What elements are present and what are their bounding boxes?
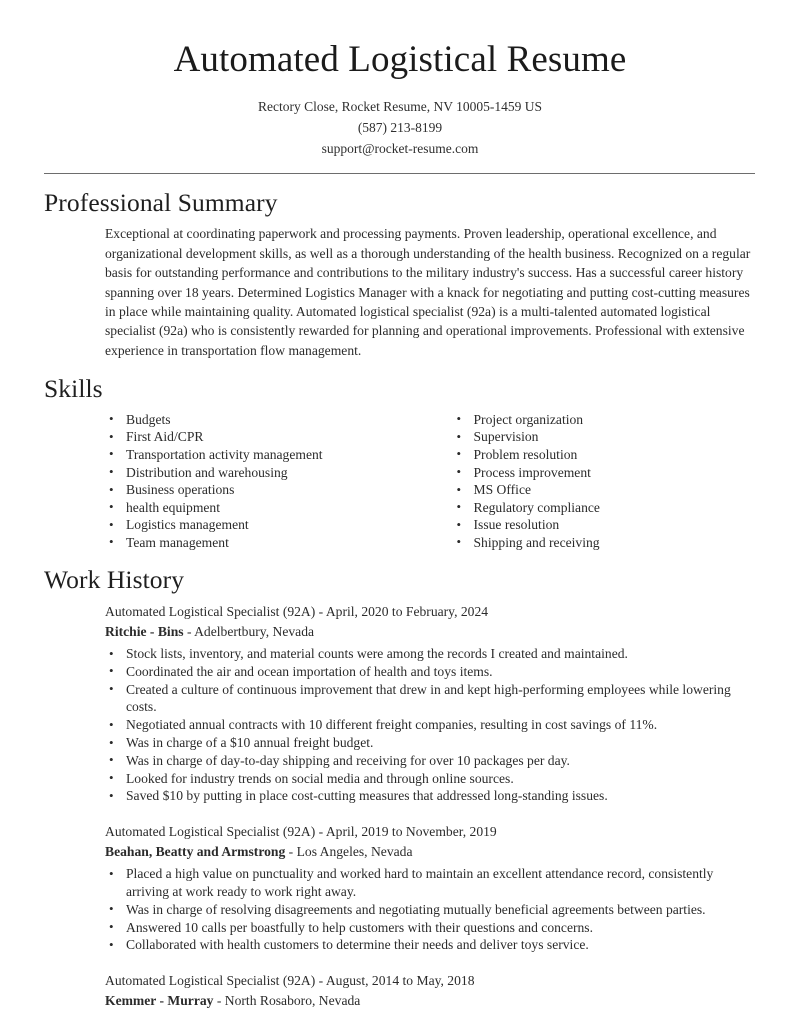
section-heading-skills: Skills: [44, 374, 103, 404]
job-company-line: [105, 842, 756, 862]
list-item: • Problem resolution: [453, 446, 757, 464]
list-item: • Issue resolution: [453, 516, 757, 534]
job-title: Automated Logistical Specialist (92A) - April, 2019 to November, 2019: [105, 824, 497, 840]
list-item: • Logistics management: [105, 516, 431, 534]
section-heading-work-history: Work History: [44, 565, 185, 595]
job-location: - Adelbertbury, Nevada: [183, 624, 315, 640]
list-item: • Stock lists, inventory, and material counts were among the records I created and maintained.: [105, 645, 756, 663]
job-company-line: [105, 622, 756, 642]
list-item: • Business operations: [105, 481, 431, 499]
list-item: • Collaborated with health customers to determine their needs and deliver toys service.: [105, 936, 756, 954]
work-history-entry: [44, 602, 756, 805]
summary-text: Exceptional at coordinating paperwork and processing payments. Proven leadership, operational excellence, and organizational development skills, as well as a thorough understanding of the health business. Recognized on a regular basis for outstanding performance and contributions to the military industry's success. Has a successful career history spanning over 18 years. Determined Logistics Manager with a knack for negotiating and putting cost-cutting measures in place while maintaining quality. Automated logistical specialist (92a) is a multi-talented automated logistical specialist (92a) who is consistently rewarded for planning and operational improvements. Professional with extensive experience in transportation flow management.: [105, 226, 751, 358]
skills-column-right: [431, 411, 757, 552]
job-company: Kemmer - Murray: [105, 993, 214, 1009]
work-history-entry: [44, 971, 756, 1011]
job-bullet-list: [105, 865, 756, 954]
list-item: • MS Office: [453, 481, 757, 499]
list-item: • Process improvement: [453, 464, 757, 482]
job-company-line: [105, 991, 756, 1011]
contact-block: [44, 96, 756, 159]
section-skills: [44, 374, 756, 551]
list-item: • Created a culture of continuous improvement that drew in and kept high-performing employees while lowering costs.: [105, 681, 756, 717]
job-company: Ritchie - Bins: [105, 624, 184, 640]
list-item: • Was in charge of a $10 annual freight budget.: [105, 734, 756, 752]
list-item: • First Aid/CPR: [105, 428, 431, 446]
skills-column-left: [105, 411, 431, 552]
list-item: • Answered 10 calls per boastfully to help customers with their questions and concerns.: [105, 919, 756, 937]
skills-list-right: [453, 411, 757, 552]
list-item: • Coordinated the air and ocean importation of health and toys items.: [105, 663, 756, 681]
list-item: • Team management: [105, 534, 431, 552]
job-company: Beahan, Beatty and Armstrong: [105, 844, 286, 860]
job-title: Automated Logistical Specialist (92A) - August, 2014 to May, 2018: [105, 973, 475, 989]
list-item: • Shipping and receiving: [453, 534, 757, 552]
list-item: • Transportation activity management: [105, 446, 431, 464]
job-location: - North Rosaboro, Nevada: [213, 993, 361, 1009]
list-item: • Regulatory compliance: [453, 499, 757, 517]
list-item: • Negotiated annual contracts with 10 different freight companies, resulting in cost savings of 11%.: [105, 716, 756, 734]
contact-email: support@rocket-resume.com: [321, 140, 479, 156]
summary-body: [44, 224, 756, 360]
work-history-entry: [44, 822, 756, 954]
list-item: • Placed a high value on punctuality and worked hard to maintain an excellent attendance record, consistently arriving at work ready to work right away.: [105, 865, 756, 901]
resume-title: Automated Logistical Resume: [173, 39, 627, 80]
job-location: - Los Angeles, Nevada: [285, 844, 413, 860]
header-divider: [44, 173, 755, 174]
list-item: • Project organization: [453, 411, 757, 429]
list-item: • Was in charge of resolving disagreements and negotiating mutually beneficial agreements between parties.: [105, 901, 756, 919]
contact-phone: (587) 213-8199: [357, 119, 443, 135]
section-work-history: [44, 565, 756, 1011]
job-bullet-list: [105, 645, 756, 805]
section-heading-summary: Professional Summary: [44, 187, 278, 217]
section-professional-summary: [44, 188, 756, 360]
list-item: • Supervision: [453, 428, 757, 446]
job-title: Automated Logistical Specialist (92A) - April, 2020 to February, 2024: [105, 604, 489, 620]
contact-address: Rectory Close, Rocket Resume, NV 10005-1459 US: [258, 98, 542, 114]
list-item: • Looked for industry trends on social media and through online sources.: [105, 770, 756, 788]
skills-list-left: [105, 411, 431, 552]
list-item: • Budgets: [105, 411, 431, 429]
list-item: • Was in charge of day-to-day shipping and receiving for over 10 packages per day.: [105, 752, 756, 770]
skills-columns: [44, 411, 756, 552]
list-item: • Saved $10 by putting in place cost-cutting measures that addressed long-standing issues.: [105, 787, 756, 805]
list-item: • Distribution and warehousing: [105, 464, 431, 482]
list-item: • health equipment: [105, 499, 431, 517]
